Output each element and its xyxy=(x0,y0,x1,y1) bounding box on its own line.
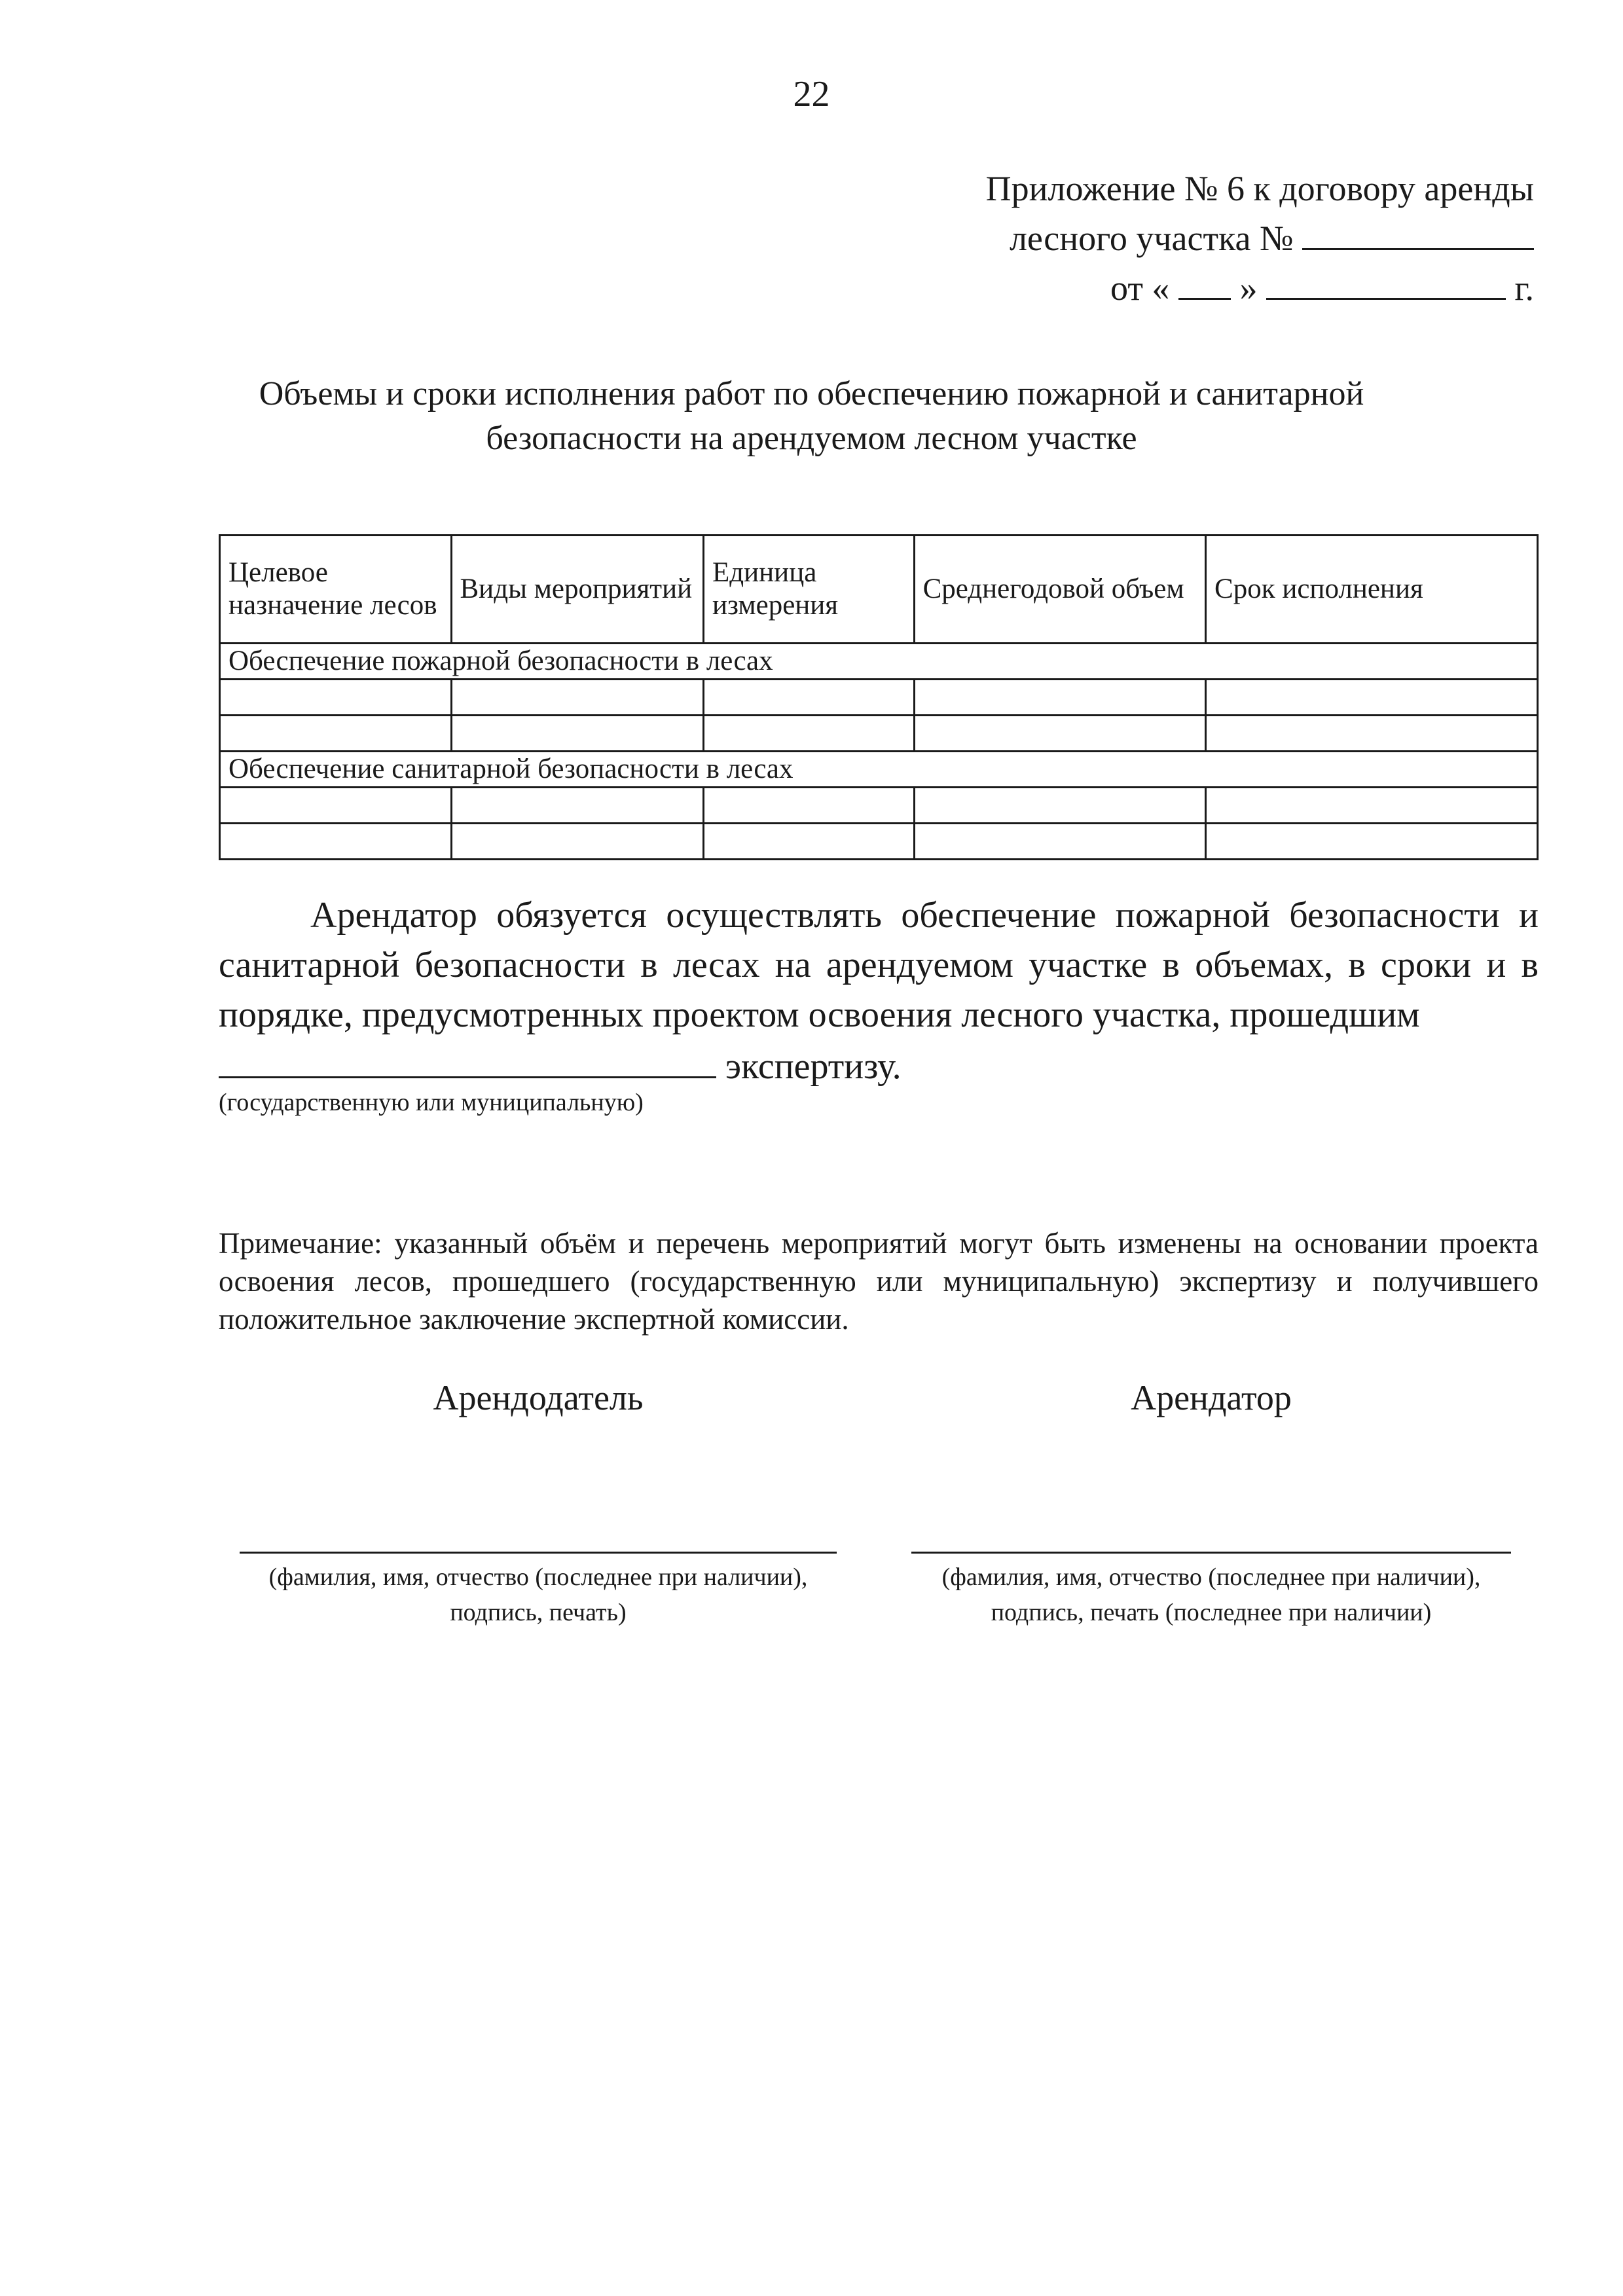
expertise-type-blank xyxy=(219,1040,716,1078)
obligation-last-line xyxy=(219,1040,1539,1091)
table-section-row xyxy=(220,752,1538,788)
column-header: Среднегодовой объем xyxy=(914,536,1205,644)
lessor-signature-line xyxy=(240,1552,837,1554)
table-cell xyxy=(1206,824,1538,860)
lessor-caption-line-2: подпись, печать) xyxy=(450,1599,627,1626)
table-row xyxy=(220,788,1538,824)
table-cell xyxy=(914,788,1205,824)
table-section-row xyxy=(220,644,1538,680)
table-cell xyxy=(1206,788,1538,824)
appendix-line-3 xyxy=(986,263,1534,313)
lessee-caption-line-1: (фамилия, имя, отчество (последнее при наличии), xyxy=(941,1563,1481,1591)
table-cell xyxy=(914,680,1205,716)
document-title-line-1: Объемы и сроки исполнения работ по обеспечению пожарной и санитарной xyxy=(259,375,1364,412)
document-title-line-2: безопасности на арендуемом лесном участке xyxy=(486,420,1137,457)
table-cell xyxy=(914,716,1205,752)
table-cell xyxy=(451,824,704,860)
date-from-label: от « xyxy=(1110,268,1170,308)
lessee-signature-line xyxy=(911,1552,1511,1554)
table-cell xyxy=(1206,680,1538,716)
table-cell xyxy=(914,824,1205,860)
section-title-sanitary-safety: Обеспечение санитарной безопасности в лесах xyxy=(220,752,1538,788)
table-cell xyxy=(704,788,915,824)
obligation-tail: экспертизу. xyxy=(725,1046,902,1087)
document-title xyxy=(0,372,1623,461)
table-cell xyxy=(451,680,704,716)
contract-number-label: лесного участка № xyxy=(1009,219,1294,258)
contract-number-blank xyxy=(1302,217,1534,250)
table-cell xyxy=(220,788,452,824)
column-header: Целевое назначение лесов xyxy=(220,536,452,644)
date-year-suffix: г. xyxy=(1514,268,1534,308)
lessee-signature-caption xyxy=(898,1559,1524,1630)
section-title-fire-safety: Обеспечение пожарной безопасности в лесах xyxy=(220,644,1538,680)
works-table xyxy=(219,534,1539,860)
page-number: 22 xyxy=(793,74,830,115)
table-cell xyxy=(451,788,704,824)
column-header: Виды мероприятий xyxy=(451,536,704,644)
obligation-text: Арендатор обязуется осуществлять обеспечение пожарной безопасности и санитарной безопасности в лесах на арендуемом участке в объемах, в сроки и в порядке, предусмотренных проектом освоения лесного участка, прошедшим xyxy=(219,895,1539,1035)
date-quote-close: » xyxy=(1239,268,1258,308)
appendix-line-1: Приложение № 6 к договору аренды xyxy=(985,169,1534,208)
date-month-year-blank xyxy=(1266,266,1506,300)
table-cell xyxy=(220,680,452,716)
lessor-caption-line-1: (фамилия, имя, отчество (последнее при наличии), xyxy=(268,1563,808,1591)
table-header-row xyxy=(220,536,1538,644)
expertise-type-hint: (государственную или муниципальную) xyxy=(219,1089,644,1116)
table-cell xyxy=(704,716,915,752)
lessor-signature-caption xyxy=(227,1559,850,1630)
note-paragraph: Примечание: указанный объём и перечень мероприятий могут быть изменены на основании проекта освоения лесов, прошедшего (государственную или муниципальную) экспертизу и получившего положительное заключение экспертной комиссии. xyxy=(219,1227,1539,1336)
table-row xyxy=(220,824,1538,860)
table-cell xyxy=(220,716,452,752)
table-cell xyxy=(220,824,452,860)
obligation-paragraph xyxy=(219,890,1539,1091)
column-header: Срок исполнения xyxy=(1206,536,1538,644)
table-row xyxy=(220,716,1538,752)
column-header: Единица измерения xyxy=(704,536,915,644)
appendix-line-2 xyxy=(986,213,1534,263)
lessee-title: Арендатор xyxy=(1131,1378,1292,1417)
table-cell xyxy=(1206,716,1538,752)
table-cell xyxy=(451,716,704,752)
table-row xyxy=(220,680,1538,716)
table-cell xyxy=(704,824,915,860)
lessor-title: Арендодатель xyxy=(433,1378,644,1417)
lessee-caption-line-2: подпись, печать (последнее при наличии) xyxy=(991,1599,1432,1626)
table-cell xyxy=(704,680,915,716)
date-day-blank xyxy=(1178,266,1231,300)
appendix-header xyxy=(986,164,1534,313)
